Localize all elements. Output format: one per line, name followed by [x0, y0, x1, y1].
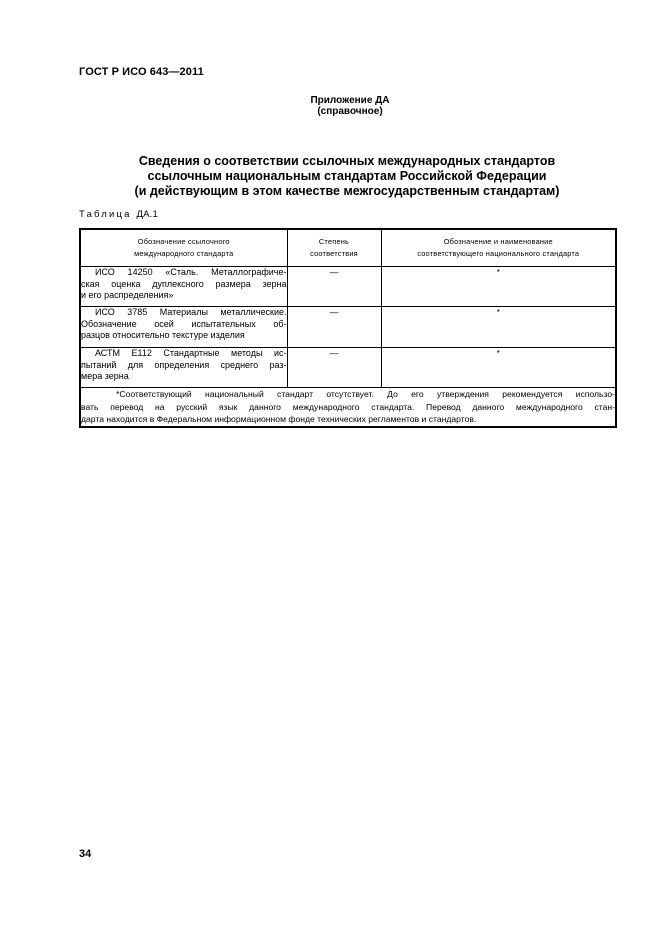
appendix-heading: [200, 95, 500, 117]
page-number: 34: [79, 848, 92, 860]
table-label: Таблица: [79, 209, 132, 220]
reference-standard-cell: ИСО 14250 «Сталь. Металлографиче- ская оценка дуплексного размера зерна и его распределения»: [80, 267, 287, 307]
title-line: Сведения о соответствии ссылочных международных стандартов: [138, 154, 556, 168]
table-row: [80, 348, 616, 388]
national-standard-cell: *: [381, 348, 616, 388]
table-row: [80, 267, 616, 307]
table-footnote: *Соответствующий национальный стандарт отсутствует. До его утверждения рекомендуется использо- вать перевод на русский язык данного международного стандарта. Перевод данного международного стан- дарта находится в Федеральном информационном фонде технических регламентов и стандартов.: [80, 388, 616, 427]
table-footnote-row: [80, 388, 616, 427]
reference-standard-cell: ИСО 3785 Материалы металлические. Обозначение осей испытательных об- разцов относительно текстуре изделия: [80, 307, 287, 348]
degree-cell: —: [287, 267, 381, 307]
standard-code: ГОСТ Р ИСО 643—2011: [79, 66, 204, 78]
appendix-title: Приложение ДА: [310, 95, 390, 106]
degree-cell: —: [287, 307, 381, 348]
table-number: ДА.1: [136, 209, 158, 220]
header-reference-standard: Обозначение ссылочного международного стандарта: [80, 229, 287, 267]
national-standard-cell: *: [381, 267, 616, 307]
title-line: ссылочным национальным стандартам Российской Федерации: [147, 169, 547, 183]
reference-standard-cell: АСТМ Е112 Стандартные методы ис- пытаний для определения среднего раз- мера зерна: [80, 348, 287, 388]
document-title: [79, 154, 615, 199]
degree-cell: —: [287, 348, 381, 388]
table-caption: [79, 209, 158, 220]
national-standard-cell: *: [381, 307, 616, 348]
header-national-standard: Обозначение и наименование соответствующего национального стандарта: [381, 229, 616, 267]
table-header-row: [80, 229, 616, 267]
correspondence-table: [79, 228, 617, 428]
title-line: (и действующим в этом качестве межгосударственным стандартам): [134, 184, 560, 198]
table-row: [80, 307, 616, 348]
header-degree-of-correspondence: Степень соответствия: [287, 229, 381, 267]
appendix-type: (справочное): [317, 106, 383, 117]
